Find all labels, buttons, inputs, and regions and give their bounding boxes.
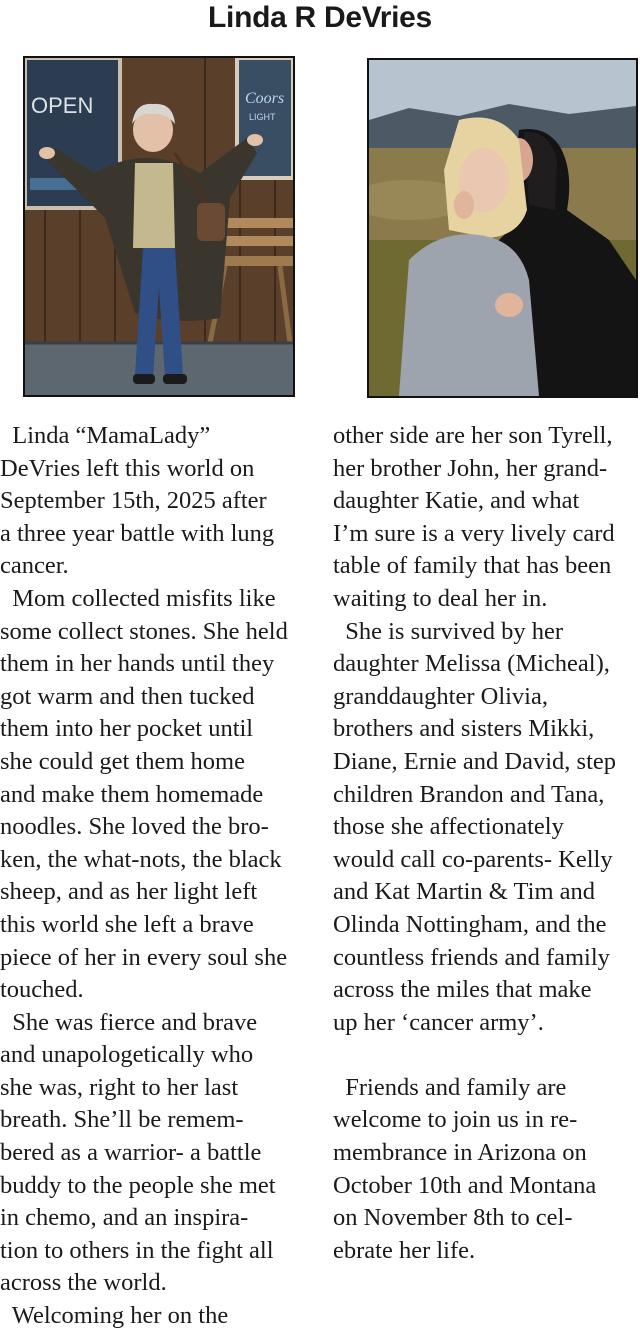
text-line: and make them homemade (0, 780, 264, 808)
text-line: ken, the what-nots, the black (0, 845, 282, 873)
text-line: a three year battle with lung (0, 519, 275, 547)
blank-line (333, 1039, 638, 1072)
text-line: I’m sure is a very lively card (333, 519, 615, 547)
text-line: got warm and then tucked (0, 682, 255, 710)
text-line: them in her hands until they (0, 650, 275, 678)
text-line: across the miles that make (333, 976, 592, 1004)
text-line: Linda “MamaLady” (0, 422, 211, 449)
text-line: cancer. (0, 552, 69, 580)
text-line: sheep, and as her light left (0, 878, 258, 906)
text-line: some collect stones. She held (0, 617, 288, 645)
text-line: membrance in Arizona on (333, 1139, 587, 1167)
text-line: children Brandon and Tana, (333, 780, 605, 808)
text-line: countless friends and family (333, 943, 610, 971)
obituary-text-right-column (333, 420, 638, 1267)
text-line: Diane, Ernie and David, step (333, 747, 617, 775)
obituary-text-left-column (0, 420, 312, 1333)
text-line: ebrate her life. (333, 1236, 476, 1264)
text-line: piece of her in every soul she (0, 943, 288, 971)
text-line: this world she left a brave (0, 910, 254, 938)
text-line: She is survived by her (333, 617, 563, 645)
light-sign: LIGHT (249, 112, 276, 122)
text-line: other side are her son Tyrell, (333, 422, 613, 449)
text-line: daughter Melissa (Micheal), (333, 650, 610, 678)
text-line: and Kat Martin & Tim and (333, 878, 596, 906)
text-line: buddy to the people she met (0, 1171, 276, 1199)
text-line: noodles. She loved the bro- (0, 813, 269, 841)
text-line: Welcoming her on the (0, 1302, 229, 1330)
text-line: tion to others in the fight all (0, 1236, 274, 1264)
coors-sign: Coors (245, 90, 285, 107)
text-line: welcome to join us in re- (333, 1106, 578, 1134)
open-sign: OPEN (31, 93, 94, 118)
text-line: She was fierce and brave (0, 1008, 258, 1036)
text-line: bered as a warrior- a battle (0, 1139, 262, 1167)
text-line: daughter Katie, and what (333, 487, 580, 515)
text-line: she could get them home (0, 747, 245, 775)
text-line: those she affectionately (333, 813, 564, 841)
text-line: Mom collected misfits like (0, 584, 276, 612)
text-line: breath. She’ll be remem- (0, 1106, 244, 1134)
text-line: table of family that has been (333, 552, 612, 580)
text-line: across the world. (0, 1269, 167, 1297)
photo-mother-daughter (367, 58, 638, 398)
text-line: September 15th, 2025 after (0, 487, 267, 515)
obituary-title: Linda R DeVries (208, 1, 432, 34)
text-line: Friends and family are (333, 1073, 567, 1101)
text-line: her brother John, her grand- (333, 454, 608, 482)
text-line: up her ‘cancer army’. (333, 1008, 544, 1036)
text-line: she was, right to her last (0, 1073, 239, 1101)
text-line: October 10th and Montana (333, 1171, 597, 1199)
text-line: touched. (0, 976, 84, 1004)
photo-linda-storefront (23, 56, 295, 397)
text-line: in chemo, and an inspira- (0, 1204, 249, 1232)
text-line: waiting to deal her in. (333, 584, 548, 612)
text-line: and unapologetically who (0, 1041, 254, 1069)
text-line: granddaughter Olivia, (333, 682, 548, 710)
text-line: brothers and sisters Mikki, (333, 715, 595, 743)
text-line: Olinda Nottingham, and the (333, 910, 607, 938)
text-line: them into her pocket until (0, 715, 254, 743)
text-line: on November 8th to cel- (333, 1204, 573, 1232)
text-line: DeVries left this world on (0, 454, 255, 482)
text-line: would call co-parents- Kelly (333, 845, 613, 873)
